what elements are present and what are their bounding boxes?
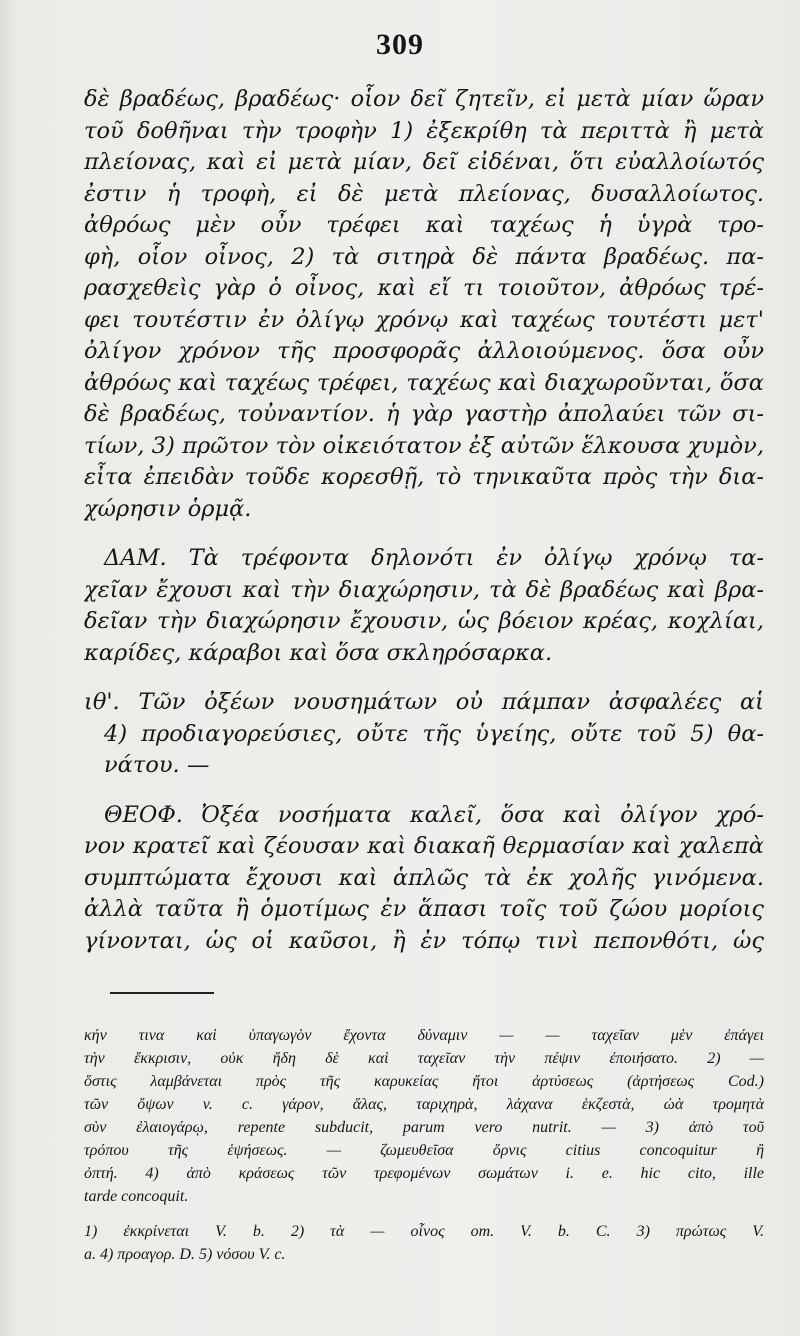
text-line: ΔΑΜ. Τὰ τρέφοντα δηλονότι ἐν ὀλίγῳ χρόνῳ τα- [104,545,764,571]
text-line: φει τουτέστιν ἐν ὀλίγῳ χρόνῳ καὶ ταχέως τουτέστι μετ' [84,306,764,333]
text-line: 4) προδιαγορεύσιες, οὔτε τῆς ὑγείης, οὔτε τοῦ 5) θα- [104,720,764,747]
footnote-divider [110,992,214,994]
footnote-line: ὅστις λαμβάνεται πρὸς τῆς καρυκείας ἤτοι ἀρτύσεως (ἀρτήσεως Cod.) [84,1073,764,1090]
text-line: εἶτα ἐπειδὰν τοῦδε κορεσθῇ, τὸ τηνικαῦτα πρὸς τὴν δια- [84,464,764,490]
text-line: γίνονται, ὡς οἱ καῦσοι, ἢ ἐν τόπῳ τινὶ πεπονθότι, ὡς [84,927,764,954]
footnote-line: σὺν ἐλαιογάρῳ, repente subducit, parum vero nutrit. — 3) ἀπὸ τοῦ [84,1119,764,1136]
aphorism-paragraph [84,687,764,782]
page-number: 309 [376,28,424,61]
theophilus-paragraph [84,800,764,958]
text-line: δὲ βραδέως, τοὐναντίον. ἡ γὰρ γαστὴρ ἀπολαύει τῶν σι- [84,401,764,427]
footnote-line: ὀπτή. 4) ἀπὸ κράσεως τῶν τρεφομένων σωμάτων i. e. hic cito, ille [84,1165,764,1182]
commentary-paragraph [84,84,764,525]
text-line: τίων, 3) πρῶτον τὸν οἰκειότατον ἐξ αὐτῶν ἕλκουσα χυμὸν, [84,432,764,459]
text-line: ιθ'. Τῶν ὀξέων νουσημάτων οὐ πάμπαν ἀσφαλέες αἱ [84,689,764,715]
text-line: νάτου. — [104,752,210,778]
footnote-line: τὴν ἔκκρισιν, οὐκ ἤδη δὲ καὶ ταχεῖαν τὴν πέψιν ἐποιήσατο. 2) — [84,1050,764,1067]
footnote-line: τρόπου τῆς ἑψήσεως. — ζωμευθεῖσα ὄρνις citius concoquitur ἢ [84,1142,764,1159]
commentary-footnote [84,1024,764,1208]
text-line: καρίδες, κάραβοι καὶ ὅσα σκληρόσαρκα. [84,639,553,666]
variant-line: a. 4) προαγορ. D. 5) νόσου V. c. [84,1246,286,1263]
text-line: πλείονας, καὶ εἰ μετὰ μίαν, δεῖ εἰδέναι, ὅτι εὐαλλοίωτός [84,149,764,175]
text-line: ἀθρόως μὲν οὖν τρέφει καὶ ταχέως ἡ ὑγρὰ τρο- [84,212,764,238]
text-line: ΘΕΟΦ. Ὀξέα νοσήματα καλεῖ, ὅσα καὶ ὀλίγον χρό- [104,801,764,828]
text-line: συμπτώματα ἔχουσι καὶ ἁπλῶς τὰ ἐκ χολῆς γινόμενα. [84,864,764,891]
text-line: ἐστιν ἡ τροφὴ, εἰ δὲ μετὰ πλείονας, δυσαλλοίωτος. [84,180,764,207]
main-text [84,84,764,957]
footnote-line: tarde concoquit. [84,1188,189,1205]
text-line: δὲ βραδέως, βραδέως· οἷον δεῖ ζητεῖν, εἰ μετὰ μίαν ὥραν [84,86,764,112]
text-line: ὀλίγον χρόνον τῆς προσφορᾶς ἀλλοιούμενος. ὅσα οὖν [84,338,764,364]
footnotes [84,1024,764,1266]
footnote-line: τῶν ὄψων v. c. γάρον, ἅλας, ταριχηρὰ, λάχανα ἑκζεστὰ, ὠὰ τρομητὰ [84,1096,764,1113]
text-line: ἀθρόως καὶ ταχέως τρέφει, ταχέως καὶ διαχωροῦνται, ὅσα [84,369,764,396]
text-line: ἀλλὰ ταῦτα ἢ ὁμοτίμως ἐν ἅπασι τοῖς τοῦ ζώου μορίοις [84,896,764,922]
text-line: τοῦ δοθῆναι τὴν τροφὴν 1) ἐξεκρίθη τὰ περιττὰ ἢ μετὰ [84,117,764,144]
text-line: ρασχεθεὶς γὰρ ὁ οἶνος, καὶ εἴ τι τοιοῦτον, ἀθρόως τρέ- [84,275,764,301]
text-line: δεῖαν τὴν διαχώρησιν ἔχουσιν, ὡς βόειον κρέας, κοχλίαι, [84,608,764,634]
variant-line: 1) ἐκκρίνεται V. b. 2) τὰ — οἶνος om. V. b. C. 3) πρώτως V. [84,1223,764,1240]
text-line: χεῖαν ἔχουσι καὶ τὴν διαχώρησιν, τὰ δὲ βραδέως καὶ βρα- [84,576,764,603]
text-line: χώρησιν ὁρμᾷ. [84,495,252,522]
damascius-paragraph [84,543,764,669]
text-line: φὴ, οἷον οἶνος, 2) τὰ σιτηρὰ δὲ πάντα βραδέως. πα- [84,243,764,270]
footnote-line: κήν τινα καὶ ὑπαγωγὸν ἔχοντα δύναμιν — — ταχεῖαν μὲν ἐπάγει [84,1027,764,1044]
text-line: νον κρατεῖ καὶ ζέουσαν καὶ διακαῆ θερμασίαν καὶ χαλεπὰ [84,833,764,859]
variant-readings [84,1220,764,1266]
